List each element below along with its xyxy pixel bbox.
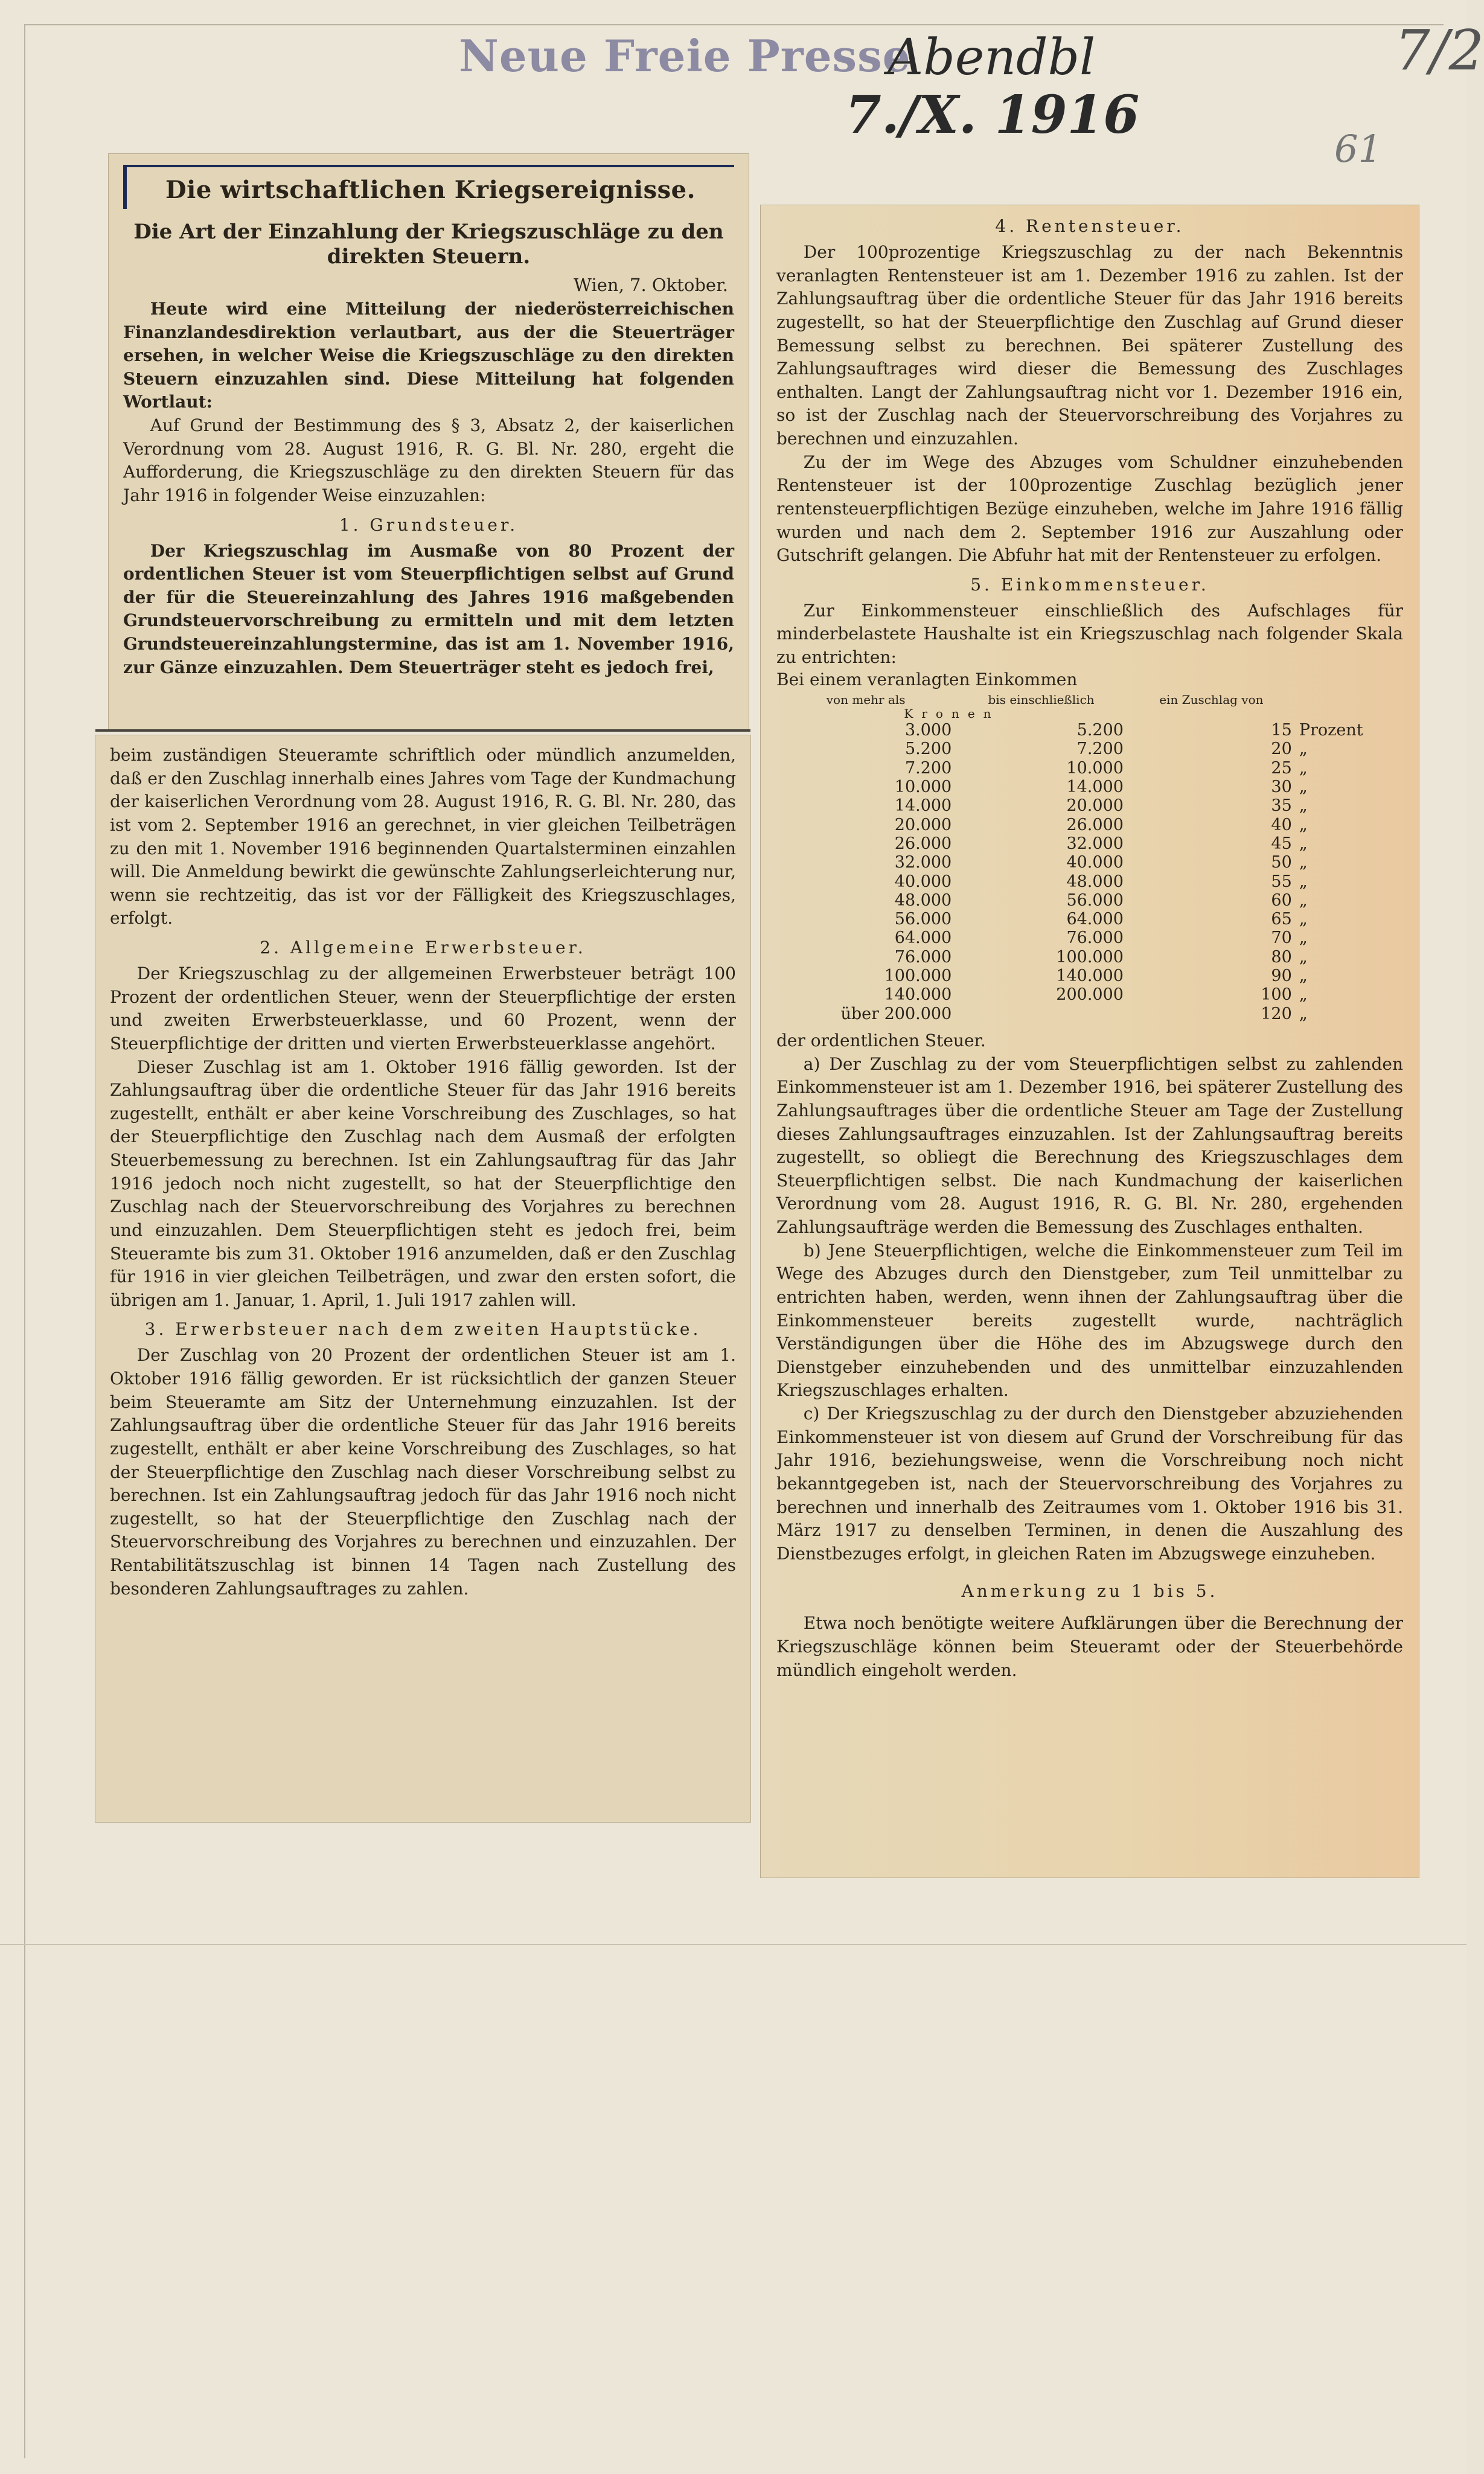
section-title-grundsteuer: 1. Grundsteuer.: [339, 514, 519, 535]
table-cell-unit: „: [1299, 1004, 1308, 1023]
table-cell-unit: „: [1299, 740, 1308, 759]
table-cell-rate: 25: [1271, 758, 1292, 778]
table-cell-to: 7.200: [1076, 740, 1124, 759]
section-title-hauptstueck: 3. Erwerbsteuer nach dem zweiten Hauptstücke.: [144, 1319, 702, 1340]
table-cell-unit: „: [1299, 796, 1308, 816]
table-cell-unit: „: [1299, 985, 1308, 1005]
table-row: [776, 985, 1403, 1004]
table-cell-from: 7.200: [904, 758, 952, 778]
paragraph-erwerbsteuer-1: Der Kriegszuschlag zu der allgemeinen Erwerbsteuer beträgt 100 Prozent der ordentlichen Steuer, wenn der Steuerpflichtige der ersten und zweiten Erwerbsteuerklasse, und 60 Prozent, wenn der Steuerpflichtige der dritten und vierten Erwerbsteuerklasse angehört.: [110, 964, 736, 1053]
table-row: [776, 816, 1403, 834]
table-cell-rate: 90: [1271, 967, 1292, 986]
table-cell-unit: „: [1299, 853, 1308, 872]
paragraph-einkommensteuer-b: b) Jene Steuerpflichtigen, welche die Einkommensteuer zum Teil im Wege des Abzuges durch den Dienstgeber, zum Teil unmittelbar zu entrichten haben, werden, wenn ihnen der Zahlungsauftrag über die Einkommensteuer bereits zugestellt wurde, nachträglich Verständigungen über die Höhe des im Abzugswege durch den Dienstgeber einzuhebenden und des unmittelbar einzuzahlenden Kriegszuschlages erhalten.: [776, 1240, 1403, 1401]
table-unit-row: [776, 707, 1403, 721]
table-cell-from: 20.000: [894, 815, 952, 834]
table-cell-from: 26.000: [894, 834, 952, 853]
table-cell-unit: „: [1299, 890, 1308, 910]
paragraph-grundsteuer-2: beim zuständigen Steueramte schriftlich oder mündlich anzumelden, daß er den Zuschlag innerhalb eines Jahres vom Tage der Kundmachung der kaiserlichen Verordnung vom 28. August 1916, R. G. Bl. Nr. 280, das ist vom 2. September 1916 an gerechnet, in vier gleichen Teilbeträgen zu den mit 1. November 1916 beginnenden Quartalsterminen einzahlen will. Die Anmeldung bewirkt die gewünschte Zahlungserleichterung nur, wenn sie rechtzeitig, das ist vor der Fälligkeit des Kriegszuschlages, erfolgt.: [110, 745, 736, 929]
handwritten-date: 7./X. 1916: [845, 85, 1140, 145]
table-cell-from: 3.000: [904, 721, 952, 740]
table-cell-from: 40.000: [894, 872, 952, 891]
table-row: [776, 721, 1403, 740]
table-cell-rate: 15: [1271, 721, 1292, 740]
paragraph-einkommensteuer-c: c) Der Kriegszuschlag zu der durch den Dienstgeber abzuziehenden Einkommensteuer ist von diesem auf Grund der Vorschreibung für das Jahr 1916, beziehungsweise, wenn die Vorschreibung noch nicht bekanntgegeben ist, nach der Steuervorschreibung des Vorjahres zu berechnen und innerhalb des Zeitraumes vom 1. Oktober 1916 bis 31. März 1917 zu denselben Terminen, in denen die Auszahlung des Dienstbezuges erfolgt, in gleichen Raten im Abzugswege einzuheben.: [776, 1404, 1403, 1564]
table-cell-unit: „: [1299, 815, 1308, 834]
table-row: [776, 796, 1403, 815]
table-cell-to: 56.000: [1066, 890, 1124, 910]
clipping-cut-line: [95, 729, 750, 732]
paragraph-hauptstueck: Der Zuschlag von 20 Prozent der ordentlichen Steuer ist am 1. Oktober 1916 fällig geworden. Er ist rücksichtlich der ganzen Steuer beim Steueramte am Sitz der Unternehmung einzuzahlen. Ist der Zahlungsauftrag über die ordentliche Steuer für das Jahr 1916 bereits zugestellt, enthält er aber keine Vorschreibung des Zuschlages, so hat der Steuerpflichtige den Zuschlag nach dieser Vorschreibung selbst zu berechnen. Ist ein Zahlungsauftrag jedoch für das Jahr 1916 noch nicht zugestellt, so hat der Steuerpflichtige den Zuschlag nach der Steuervorschreibung des Vorjahres zu berechnen und einzuzahlen. Der Rentabilitätszuschlag ist binnen 14 Tagen nach Zustellung des besonderen Zahlungsauftrages zu zahlen.: [110, 1345, 736, 1599]
table-cell-to: 5.200: [1076, 721, 1124, 740]
table-cell-unit: „: [1299, 834, 1308, 853]
table-cell-rate: 80: [1271, 947, 1292, 967]
table-cell-rate: 65: [1271, 910, 1292, 929]
corner-mark: 7/2: [1395, 18, 1484, 83]
table-cell-to: 10.000: [1066, 758, 1124, 778]
paper-fold-line: [0, 1944, 1466, 1945]
table-cell-from: 10.000: [894, 777, 952, 796]
table-row: [776, 740, 1403, 758]
dateline: Wien, 7. Oktober.: [574, 274, 728, 295]
surcharge-table: [776, 693, 1403, 1023]
page-number: 61: [1334, 127, 1382, 171]
table-cell-from: 64.000: [894, 929, 952, 948]
table-row: [776, 929, 1403, 947]
table-cell-unit: „: [1299, 872, 1308, 891]
paragraph-einkommensteuer-a: a) Der Zuschlag zu der vom Steuerpflichtigen selbst zu zahlenden Einkommensteuer ist am 1. Dezember 1916, bei späterer Zustellung des Zahlungsauftrages über die ordentliche Steuer am Tage der Zustellung dieses Zahlungsauftrages einzuzahlen. Ist der Zahlungsauftrag bereits zugestellt, so obliegt die Berechnung des Kriegszuschlages dem Steuerpflichtigen selbst. Die nach Kundmachung der kaiserlichen Verordnung vom 28. August 1916, R. G. Bl. Nr. 280, ergehenden Zahlungsaufträge werden die Bemessung des Zuschlages enthalten.: [776, 1053, 1403, 1237]
clipping-3: [761, 205, 1419, 1878]
table-cell-from: 56.000: [894, 910, 952, 929]
col-from-header: von mehr als: [826, 692, 906, 707]
table-row: [776, 967, 1403, 985]
table-cell-unit: „: [1299, 758, 1308, 778]
clipping-2: [95, 735, 750, 1822]
table-row: [776, 853, 1403, 872]
col-rate-header: ein Zuschlag von: [1159, 692, 1264, 707]
table-cell-to: 32.000: [1066, 834, 1124, 853]
table-cell-from: über 200.000: [840, 1004, 952, 1023]
unit-label: Kronen: [904, 706, 1000, 721]
table-cell-to: 40.000: [1066, 853, 1124, 872]
table-cell-unit: „: [1299, 777, 1308, 796]
note-title: Anmerkung zu 1 bis 5.: [961, 1581, 1218, 1602]
table-row: [776, 1005, 1403, 1023]
table-cell-unit: „: [1299, 929, 1308, 948]
table-cell-unit: „: [1299, 967, 1308, 986]
table-cell-rate: 45: [1271, 834, 1292, 853]
table-row: [776, 948, 1403, 967]
table-title: Bei einem veranlagten Einkommen: [776, 669, 1078, 689]
newspaper-stamp: Neue Freie Presse: [459, 30, 911, 82]
table-row: [776, 891, 1403, 910]
table-cell-to: 26.000: [1066, 815, 1124, 834]
table-cell-from: 76.000: [894, 947, 952, 967]
table-cell-to: [955, 1005, 1127, 1023]
clipping-1: [109, 154, 749, 730]
paragraph-erwerbsteuer-2: Dieser Zuschlag ist am 1. Oktober 1916 fällig geworden. Ist der Zahlungsauftrag über die ordentliche Steuer für das Jahr 1916 bereits zugestellt, enthält er aber keine Vorschreibung des Zuschlages, so hat der Steuerpflichtige den Zuschlag nach dem Ausmaß der erfolgten Steuerbemessung zu berechnen. Ist ein Zahlungsauftrag für das Jahr 1916 jedoch noch nicht zugestellt, so hat der Steuerpflichtige den Zuschlag nach der Steuervorschreibung des Vorjahres zu berechnen und einzuzahlen. Dem Steuerpflichtigen steht es jedoch frei, beim Steueramte bis zum 31. Oktober 1916 anzumelden, daß er den Zuschlag für 1916 in vier gleichen Teilbeträgen, und zwar den ersten sofort, die übrigen am 1. Januar, 1. April, 1. Juli 1917 zahlen will.: [110, 1056, 736, 1310]
table-cell-unit: „: [1299, 947, 1308, 967]
table-row: [776, 759, 1403, 778]
section-title-erwerbsteuer: 2. Allgemeine Erwerbsteuer.: [260, 938, 586, 957]
table-cell-from: 48.000: [894, 890, 952, 910]
table-cell-from: 14.000: [894, 796, 952, 816]
table-cell-unit: „: [1299, 910, 1308, 929]
table-cell-unit: Prozent: [1299, 721, 1363, 740]
table-cell-from: 140.000: [884, 985, 952, 1005]
table-cell-rate: 100: [1261, 985, 1292, 1005]
table-row: [776, 834, 1403, 853]
section-title-rentensteuer: 4. Rentensteuer.: [995, 216, 1185, 236]
paragraph-rentensteuer-1: Der 100prozentige Kriegszuschlag zu der nach Bekenntnis veranlagten Rentensteuer ist am 1. Dezember 1916 zu zahlen. Ist der Zahlungsauftrag über die ordentliche Steuer für das Jahr 1916 bereits zugestellt, so hat der Steuerpflichtige den Zuschlag auf Grund dieser Bemessung selbst zu berechnen. Bei späterer Zustellung des Zahlungsauftrages wird dieser die Bemessung des Zuschlages enthalten. Langt der Zahlungsauftrag nicht vor 1. Dezember 1916 ein, so ist der Zuschlag nach der Steuervorschreibung des Vorjahres zu berechnen und einzuzahlen.: [776, 242, 1403, 449]
table-cell-rate: 20: [1271, 740, 1292, 759]
table-cell-from: 100.000: [884, 967, 952, 986]
paragraph-grundsteuer-1: Der Kriegszuschlag im Ausmaße von 80 Prozent der ordentlichen Steuer ist vom Steuerpflichtigen selbst auf Grund der für die Steuereinzahlung des Jahres 1916 maßgebenden Grundsteuervorschreibung zu ermitteln und mit dem letzten Grundsteuereinzahlungstermine, das ist am 1. November 1916, zur Gänze einzuzahlen. Dem Steuerträger steht es jedoch frei,: [123, 540, 734, 677]
table-cell-to: 48.000: [1066, 872, 1124, 891]
table-cell-to: 14.000: [1066, 777, 1124, 796]
col-to-header: bis einschließlich: [988, 692, 1095, 707]
subheadline: Die Art der Einzahlung der Kriegszuschläge zu den direkten Steuern.: [133, 220, 724, 269]
table-cell-to: 200.000: [1056, 985, 1124, 1005]
table-cell-rate: 40: [1271, 815, 1292, 834]
headline: Die wirtschaftlichen Kriegsereignisse.: [123, 165, 734, 209]
table-row: [776, 872, 1403, 891]
table-row: [776, 778, 1403, 796]
table-cell-rate: 35: [1271, 796, 1292, 816]
section-title-einkommensteuer: 5. Einkommensteuer.: [970, 574, 1209, 595]
table-cell-rate: 30: [1271, 777, 1292, 796]
intro-paragraph: Heute wird eine Mitteilung der niederösterreichischen Finanzlandesdirektion verlautbart, aus der die Steuerträger ersehen, in welcher Weise die Kriegszuschläge zu den direkten Steuern einzuzahlen sind. Diese Mitteilung hat folgenden Wortlaut:: [123, 298, 734, 412]
paragraph-einkommensteuer-1: Zur Einkommensteuer einschließlich des Aufschlages für minderbelastete Haushalte ist ein Kriegszuschlag nach folgender Skala zu entrichten:: [776, 600, 1403, 667]
handwritten-edition: Abendbl: [888, 29, 1096, 86]
table-cell-to: 64.000: [1066, 910, 1124, 929]
table-cell-to: 100.000: [1056, 947, 1124, 967]
paragraph-after-table: der ordentlichen Steuer.: [776, 1031, 986, 1050]
table-cell-rate: 120: [1261, 1004, 1292, 1023]
table-cell-rate: 60: [1271, 890, 1292, 910]
table-cell-rate: 50: [1271, 853, 1292, 872]
note-paragraph: Etwa noch benötigte weitere Aufklärungen über die Berechnung der Kriegszuschläge können beim Steueramt oder der Steuerbehörde mündlich eingeholt werden.: [776, 1613, 1403, 1680]
table-cell-from: 32.000: [894, 853, 952, 872]
table-body: [776, 721, 1403, 1023]
table-cell-from: 5.200: [904, 740, 952, 759]
table-header-row: [776, 693, 1403, 707]
paragraph-auf-grund: Auf Grund der Bestimmung des § 3, Absatz 2, der kaiserlichen Verordnung vom 28. August 1916, R. G. Bl. Nr. 280, ergeht die Aufforderung, die Kriegszuschläge zu den direkten Steuern für das Jahr 1916 in folgender Weise einzuzahlen:: [123, 415, 734, 505]
table-cell-rate: 70: [1271, 929, 1292, 948]
table-row: [776, 910, 1403, 929]
table-cell-to: 76.000: [1066, 929, 1124, 948]
table-cell-rate: 55: [1271, 872, 1292, 891]
paragraph-rentensteuer-2: Zu der im Wege des Abzuges vom Schuldner einzuhebenden Rentensteuer ist der 100prozentige Zuschlag bezüglich jener rentensteuerpflichtigen Bezüge einzuheben, welche im Jahre 1916 fällig wurden und nach dem 2. September 1916 zur Auszahlung oder Gutschrift gelangen. Die Abfuhr hat mit der Rentensteuer zu erfolgen.: [776, 452, 1403, 566]
table-cell-to: 20.000: [1066, 796, 1124, 816]
table-cell-to: 140.000: [1056, 967, 1124, 986]
